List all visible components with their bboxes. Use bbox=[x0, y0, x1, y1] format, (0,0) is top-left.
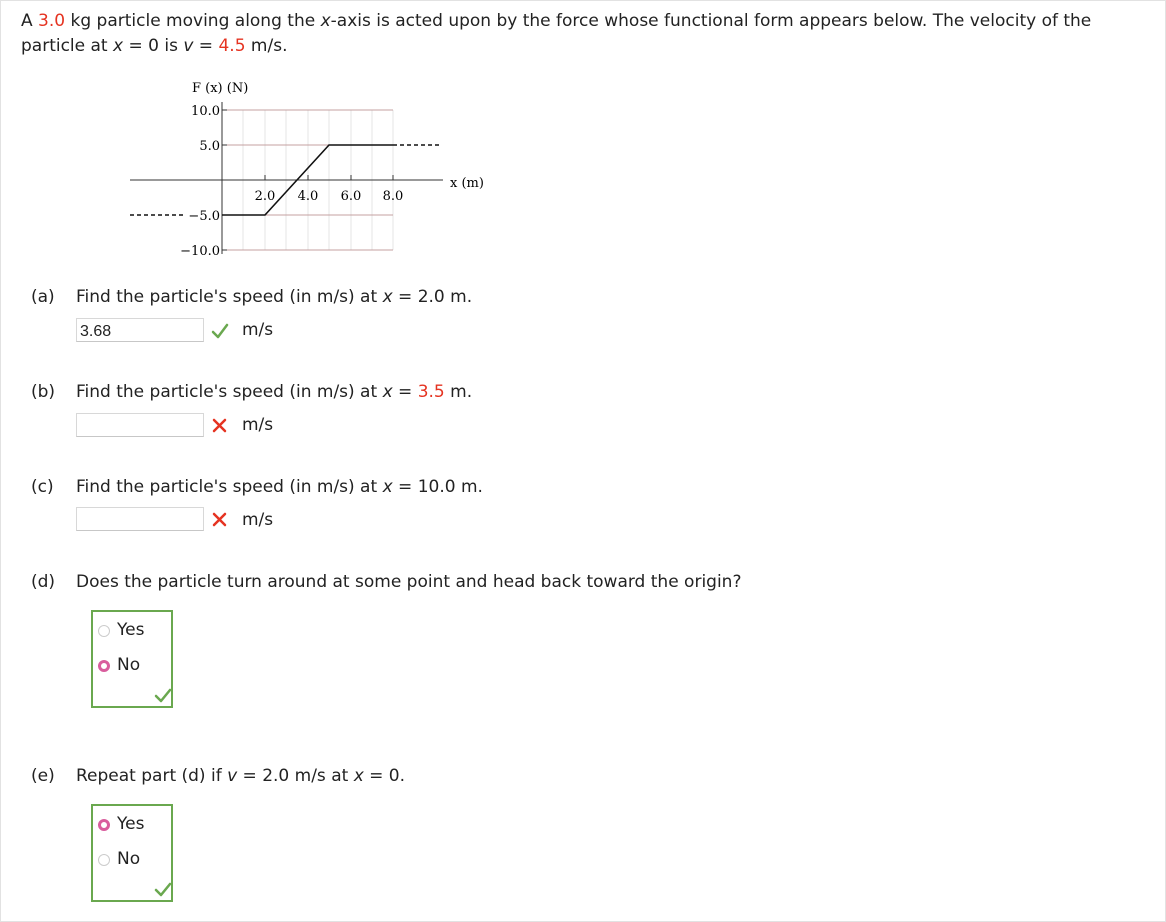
intro-text: kg particle moving along the bbox=[65, 11, 321, 31]
v-variable: v bbox=[227, 766, 238, 786]
question-label: (e) bbox=[31, 766, 55, 786]
check-icon bbox=[153, 688, 173, 704]
y-tick-label: 5.0 bbox=[199, 139, 220, 154]
y-tick-label: −10.0 bbox=[180, 244, 220, 259]
velocity-value: 4.5 bbox=[218, 36, 246, 56]
option-label: No bbox=[117, 655, 141, 675]
question-a bbox=[31, 287, 472, 307]
question-text: m. bbox=[444, 382, 473, 402]
unit-label: m/s bbox=[242, 320, 274, 340]
radio-button-selected[interactable] bbox=[98, 660, 110, 672]
question-label: (c) bbox=[31, 477, 54, 497]
question-label: (a) bbox=[31, 287, 55, 307]
choice-group-e bbox=[91, 804, 173, 902]
unit-label: m/s bbox=[242, 510, 274, 530]
radio-button[interactable] bbox=[98, 625, 110, 637]
y-tick-label: 10.0 bbox=[191, 104, 220, 119]
question-text: = bbox=[392, 287, 418, 307]
check-icon bbox=[210, 321, 230, 341]
cross-icon bbox=[210, 416, 230, 436]
question-text: = 0. bbox=[363, 766, 406, 786]
question-text: Find the particle's speed (in m/s) at bbox=[76, 382, 383, 402]
unit-label: m/s bbox=[242, 415, 274, 435]
x-axis-label: x (m) bbox=[450, 176, 484, 191]
cross-icon bbox=[210, 510, 230, 530]
question-label: (d) bbox=[31, 572, 56, 592]
question-text: m. bbox=[444, 287, 473, 307]
x-variable: x bbox=[382, 382, 393, 402]
choice-group-d bbox=[91, 610, 173, 708]
intro-text: -axis is acted upon by the force whose functional form appears below. The velocity of the particle at bbox=[21, 11, 1092, 56]
radio-button[interactable] bbox=[98, 854, 110, 866]
x-tick-label: 2.0 bbox=[254, 189, 276, 204]
x-tick-label: 8.0 bbox=[382, 189, 404, 204]
question-c bbox=[31, 477, 483, 497]
question-label: (b) bbox=[31, 382, 56, 402]
mass-value: 3.0 bbox=[38, 11, 66, 31]
question-text: Does the particle turn around at some point and head back toward the origin? bbox=[76, 572, 742, 592]
answer-input-c[interactable] bbox=[76, 507, 204, 531]
intro-text: = bbox=[193, 36, 219, 56]
option-label: No bbox=[117, 849, 141, 869]
x-variable: x bbox=[382, 287, 393, 307]
x-variable: x bbox=[353, 766, 364, 786]
answer-input-b[interactable] bbox=[76, 413, 204, 437]
x-variable: x bbox=[320, 11, 331, 31]
intro-text: A bbox=[21, 11, 39, 31]
intro-text: = 0 is bbox=[123, 36, 184, 56]
question-text: = 2.0 m/s at bbox=[237, 766, 354, 786]
question-text: Find the particle's speed (in m/s) at bbox=[76, 477, 383, 497]
y-tick-label: −5.0 bbox=[188, 209, 220, 224]
x-tick-label: 4.0 bbox=[297, 189, 319, 204]
x-variable: x bbox=[382, 477, 393, 497]
question-e bbox=[31, 766, 405, 786]
position-value: 10.0 bbox=[417, 477, 456, 497]
position-value: 3.5 bbox=[417, 382, 445, 402]
question-text: Repeat part (d) if bbox=[76, 766, 228, 786]
problem-statement bbox=[21, 9, 1141, 59]
question-text: m. bbox=[455, 477, 483, 497]
radio-button-selected[interactable] bbox=[98, 819, 110, 831]
v-variable: v bbox=[183, 36, 194, 56]
option-label: Yes bbox=[117, 814, 145, 834]
position-value: 2.0 bbox=[417, 287, 445, 307]
x-variable: x bbox=[113, 36, 124, 56]
answer-input-a[interactable] bbox=[76, 318, 204, 342]
x-tick-label: 6.0 bbox=[340, 189, 362, 204]
question-text: Find the particle's speed (in m/s) at bbox=[76, 287, 383, 307]
option-label: Yes bbox=[117, 620, 145, 640]
question-text: = bbox=[392, 382, 418, 402]
force-graph bbox=[120, 76, 500, 266]
question-d bbox=[31, 572, 741, 592]
check-icon bbox=[153, 882, 173, 898]
intro-text: m/s. bbox=[245, 36, 288, 56]
question-b bbox=[31, 382, 472, 402]
question-text: = bbox=[392, 477, 418, 497]
y-axis-label: F (x) (N) bbox=[192, 81, 249, 96]
